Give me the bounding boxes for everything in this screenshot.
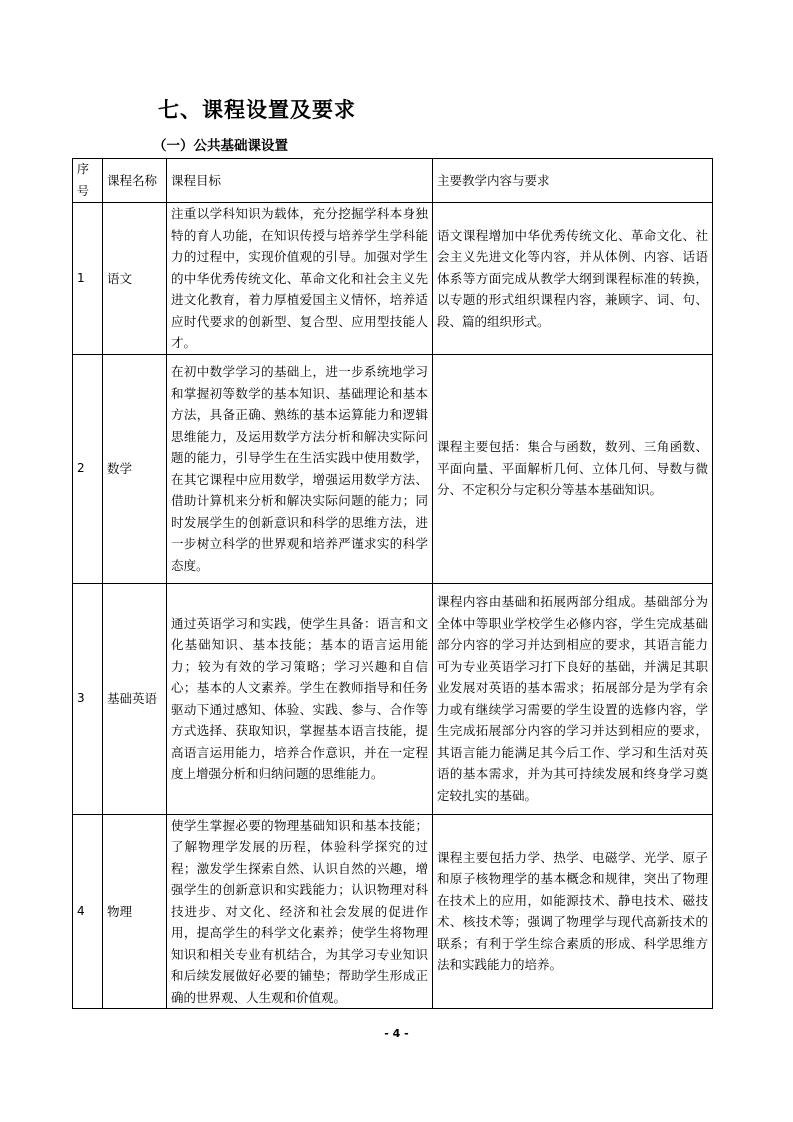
row-course-goal: 通过英语学习和实践，使学生具备：语言和文化基础知识、基本技能；基本的语言运用能力；较为有效的学习策略；学习兴趣和自信心；基本的人文素养。学生在教师指导和任务驱动下通过感知、体验、实践、参与、合作等方式选择、获取知识，掌握基本语言技能，提高语言运用能力，培养合作意识，并在一定程度上增强分析和归纳问题的思维能力。 [167,583,433,814]
row-course-goal: 在初中数学学习的基础上，进一步系统地学习和掌握初等数学的基本知识、基础理论和基本方法，具备正确、熟练的基本运算能力和逻辑思维能力，及运用数学方法分析和解决实际问题的能力，引导学生在生活实践中使用数学，在其它课程中应用数学，增强运用数学方法、借助计算机来分析和解决实际问题的能力；同时发展学生的创新意识和科学的思维方法，进一步树立科学的世界观和培养严谨求实的科学态度。 [167,354,433,583]
row-course-content: 课程内容由基础和拓展两部分组成。基础部分为全体中等职业学校学生必修内容，学生完成基础部分内容的学习并达到相应的要求，其语言能力可为专业英语学习打下良好的基础，并满足其职业发展对英语的基本需求；拓展部分是为学有余力或有继续学习需要的学生设置的选修内容，学生完成拓展部分内容的学习并达到相应的要求，其语言能力能满足其今后工作、学习和生活对英语的基本需求，并为其可持续发展和终身学习奠定较扎实的基础。 [433,583,713,814]
row-course-content: 语文课程增加中华优秀传统文化、革命文化、社会主义先进文化等内容，并从体例、内容、话语体系等方面完成从教学大纲到课程标准的转换，以专题的形式组织课程内容，兼顾字、词、句、段、篇的组织形式。 [433,203,713,355]
header-goal: 课程目标 [167,159,433,203]
row-no: 4 [73,814,103,1009]
row-course-content: 课程主要包括力学、热学、电磁学、光学、原子和原子核物理学的基本概念和规律，突出了物理在技术上的应用，如能源技术、静电技术、磁技术、核技术等；强调了物理学与现代高新技术的联系；有利于学生综合素质的形成、科学思维方法和实践能力的培养。 [433,814,713,1009]
header-content: 主要教学内容与要求 [433,159,713,203]
row-no: 1 [73,203,103,355]
table-header-row [73,159,713,203]
row-course-goal: 使学生掌握必要的物理基础知识和基本技能；了解物理学发展的历程，体验科学探究的过程；激发学生探索自然、认识自然的兴趣，增强学生的创新意识和实践能力；认识物理对科技进步、对文化、经济和社会发展的促进作用，提高学生的科学文化素养；使学生将物理知识和相关专业有机结合，为其学习专业知识和后续发展做好必要的铺垫；帮助学生形成正确的世界观、人生观和价值观。 [167,814,433,1009]
table-row [73,814,713,1009]
course-table [72,158,713,1009]
row-course-content: 课程主要包括：集合与函数，数列、三角函数、平面向量、平面解析几何、立体几何、导数与微分、不定积分与定积分等基本基础知识。 [433,354,713,583]
section-title: （一）公共基础课设置 [153,138,288,154]
page-number: - 4 - [384,1027,409,1040]
row-course-name: 数学 [103,354,167,583]
table-row [73,583,713,814]
header-name: 课程名称 [103,159,167,203]
row-no: 2 [73,354,103,583]
row-course-name: 物理 [103,814,167,1009]
page-title: 七、课程设置及要求 [158,98,356,122]
table-row [73,203,713,355]
row-course-name: 基础英语 [103,583,167,814]
row-no: 3 [73,583,103,814]
header-no: 序号 [73,159,103,203]
table-row [73,354,713,583]
row-course-name: 语文 [103,203,167,355]
row-course-goal: 注重以学科知识为载体，充分挖掘学科本身独特的育人功能，在知识传授与培养学生学科能力的过程中，实现价值观的引导。加强对学生的中华优秀传统文化、革命文化和社会主义先进文化教育，着力厚植爱国主义情怀，培养适应时代要求的创新型、复合型、应用型技能人才。 [167,203,433,355]
